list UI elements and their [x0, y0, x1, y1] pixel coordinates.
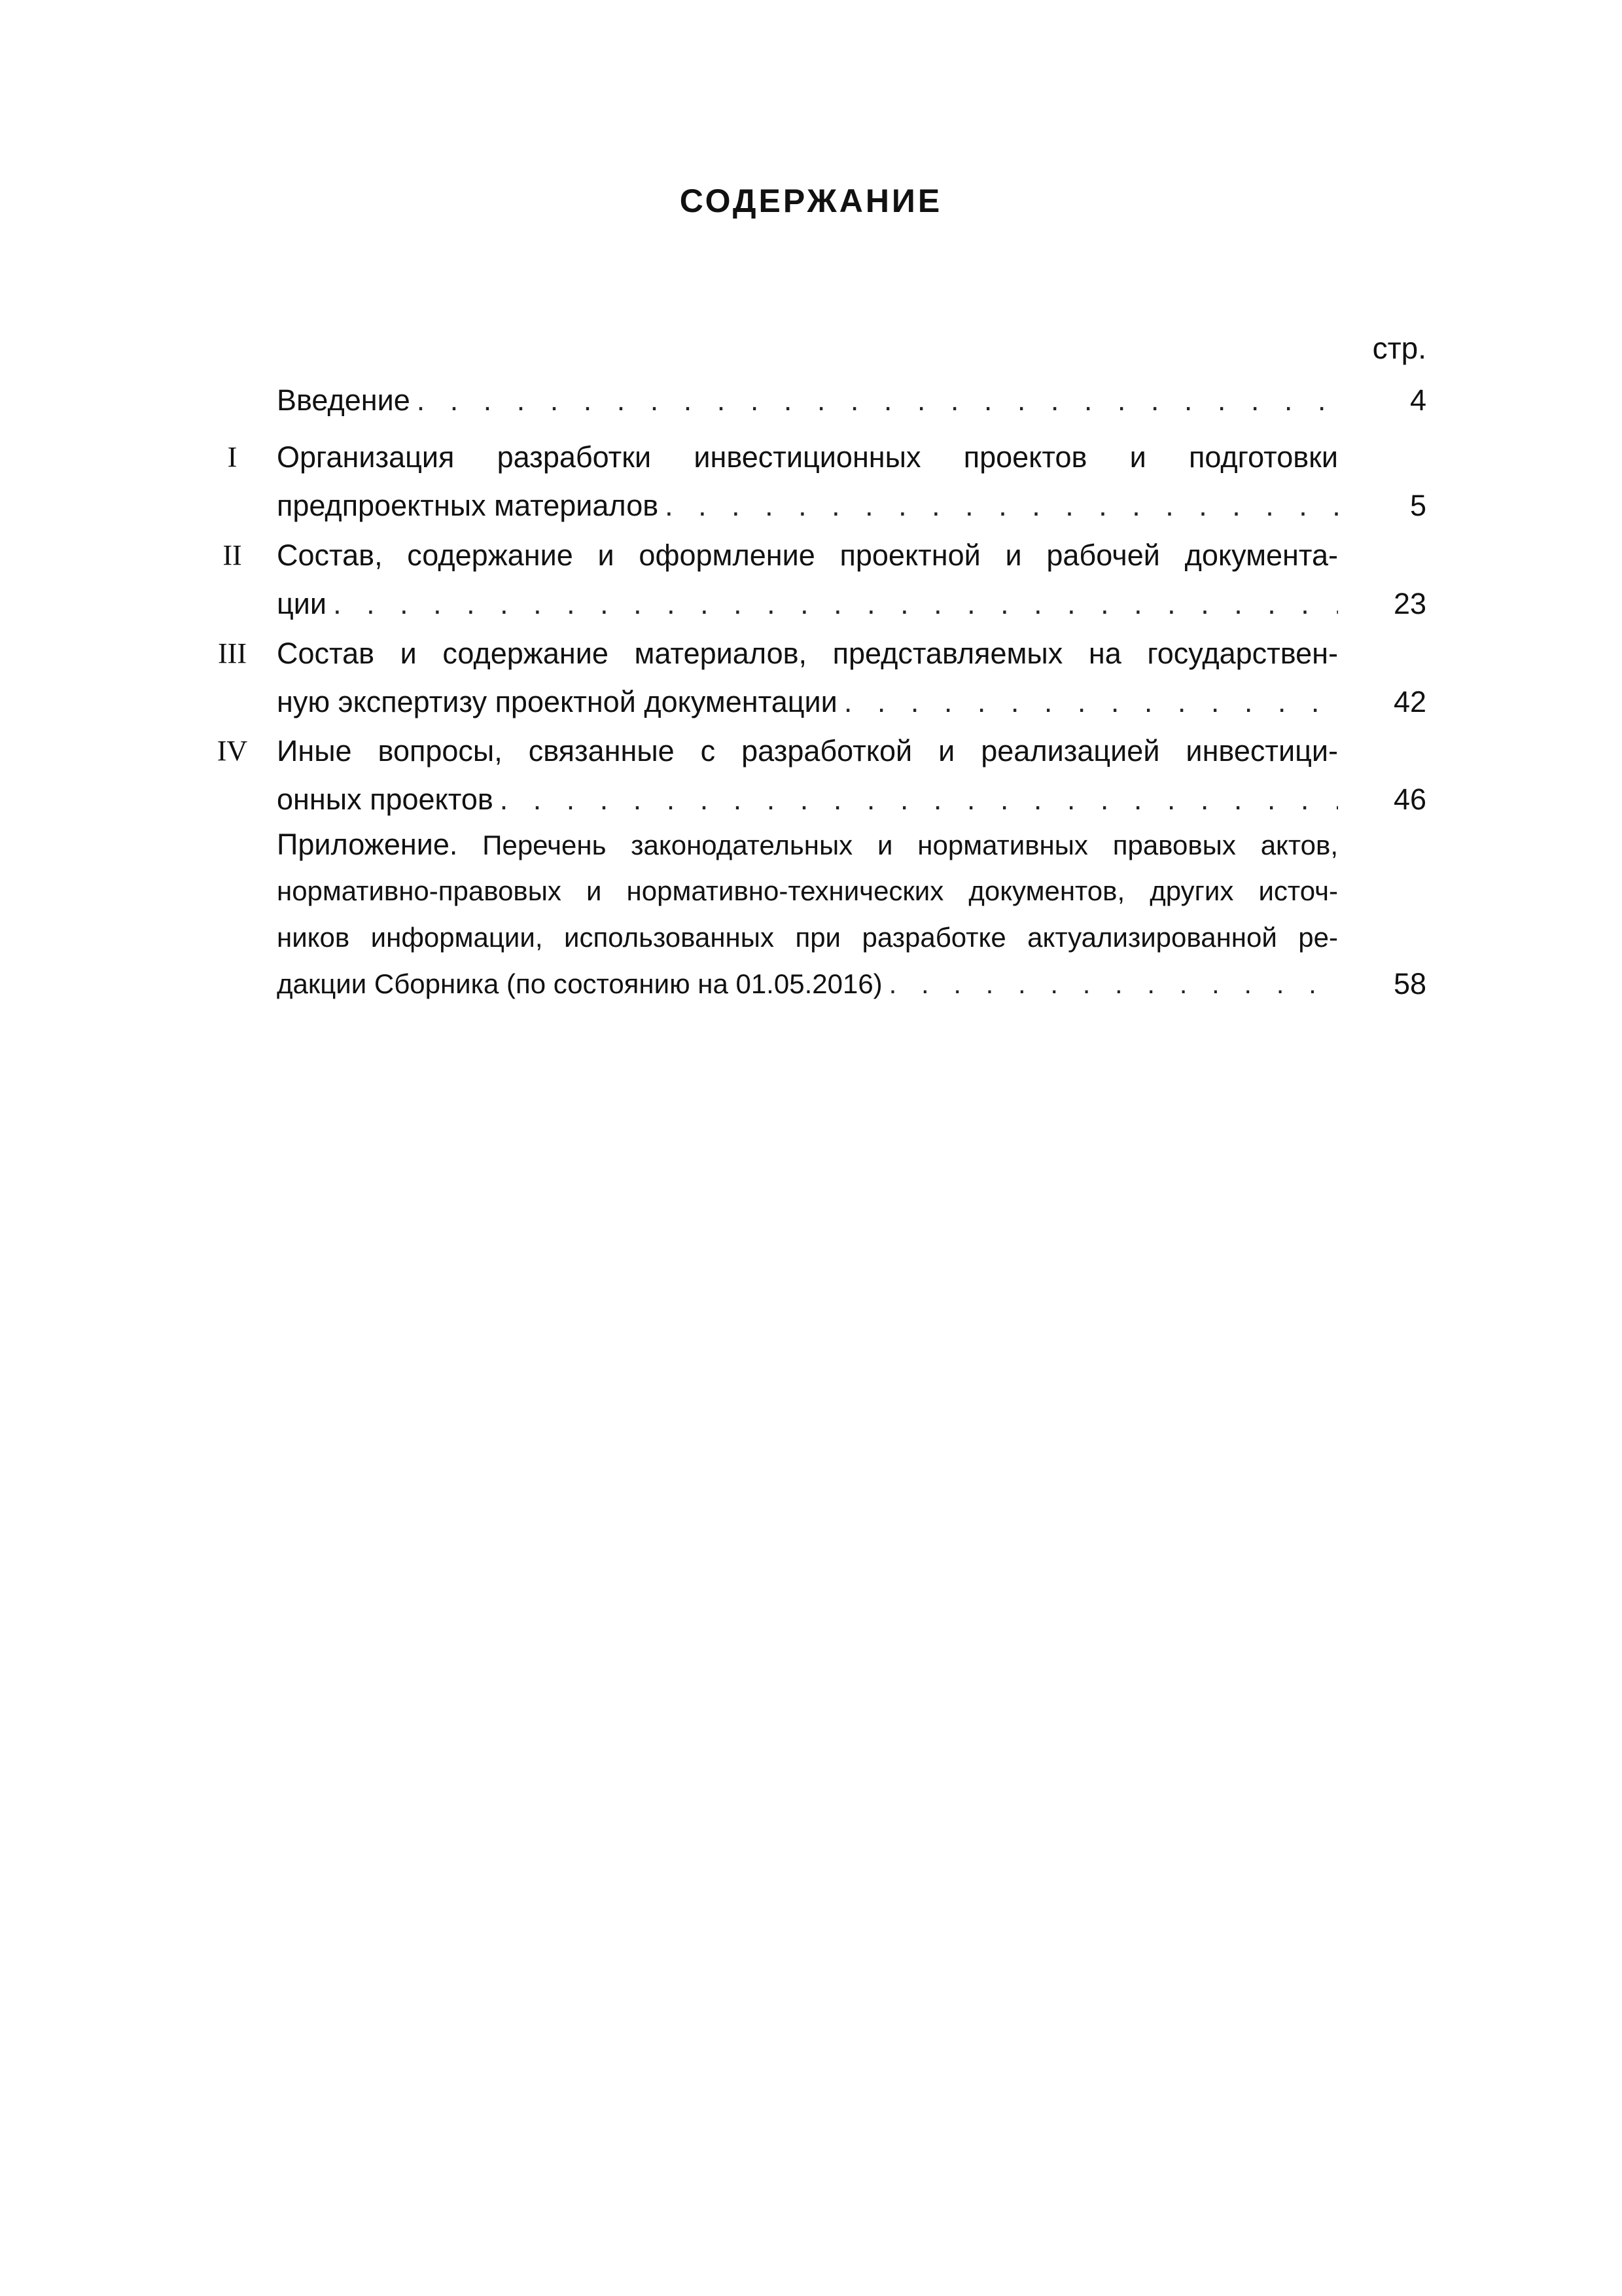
toc-entry-text	[277, 727, 1338, 824]
toc-entry-text	[277, 629, 1338, 726]
toc-entry-number: II	[222, 539, 242, 571]
dot-leader	[493, 775, 1338, 824]
toc-entry-number: IV	[217, 735, 248, 767]
toc-entry-title-line: нормативно-правовых и нормативно-технических документов, других источ-	[277, 875, 1338, 906]
toc-entry-number: I	[227, 441, 238, 473]
toc-entry-title-line: Состав и содержание материалов, представляемых на государствен-	[277, 637, 1338, 670]
toc-entry-page: 4	[1409, 383, 1426, 417]
toc-entry-title-line: Введение	[277, 383, 410, 417]
toc-entry-page: 46	[1393, 783, 1426, 816]
toc-entry-page: 23	[1393, 587, 1426, 620]
toc-entry-title-line: ную экспертизу проектной документации	[277, 685, 837, 718]
toc-entry-page: 58	[1393, 967, 1426, 1000]
toc-entry-page: 5	[1409, 489, 1426, 522]
dot-leader	[883, 961, 1338, 1007]
toc-entry-page: 42	[1393, 685, 1426, 718]
page-title: СОДЕРЖАНИЕ	[679, 183, 943, 219]
toc-entry-number: III	[218, 637, 247, 669]
toc-entry-title-line: предпроектных материалов	[277, 489, 659, 522]
toc-entry-title-line: Организация разработки инвестиционных проектов и подготовки	[277, 440, 1338, 474]
dot-leader	[410, 376, 1338, 425]
dot-leader	[658, 482, 1338, 530]
toc-entry-title-line: ции	[277, 587, 327, 620]
toc-entry-text	[277, 531, 1338, 628]
toc-entry-text	[277, 376, 1338, 425]
dot-leader	[326, 580, 1338, 628]
toc-entry-title-line: дакции Сборника (по состоянию на 01.05.2016)	[277, 968, 883, 999]
toc-entry-title-line: Перечень законодательных и нормативных правовых актов,	[482, 830, 1338, 860]
toc-entry-title-line: онных проектов	[277, 783, 493, 816]
toc-entry-text	[277, 433, 1338, 530]
appendix-label: Приложение.	[277, 828, 458, 861]
toc-entry-title-line: Иные вопросы, связанные с разработкой и реализацией инвестици-	[277, 734, 1338, 768]
toc-entry-title-line: ников информации, использованных при разработке актуализированной ре-	[277, 922, 1338, 953]
dot-leader	[837, 678, 1338, 726]
page-column-header: стр.	[1372, 331, 1426, 365]
toc-entry-title-line: Состав, содержание и оформление проектной и рабочей документа-	[277, 539, 1338, 572]
toc-entry-text	[277, 821, 1338, 1007]
